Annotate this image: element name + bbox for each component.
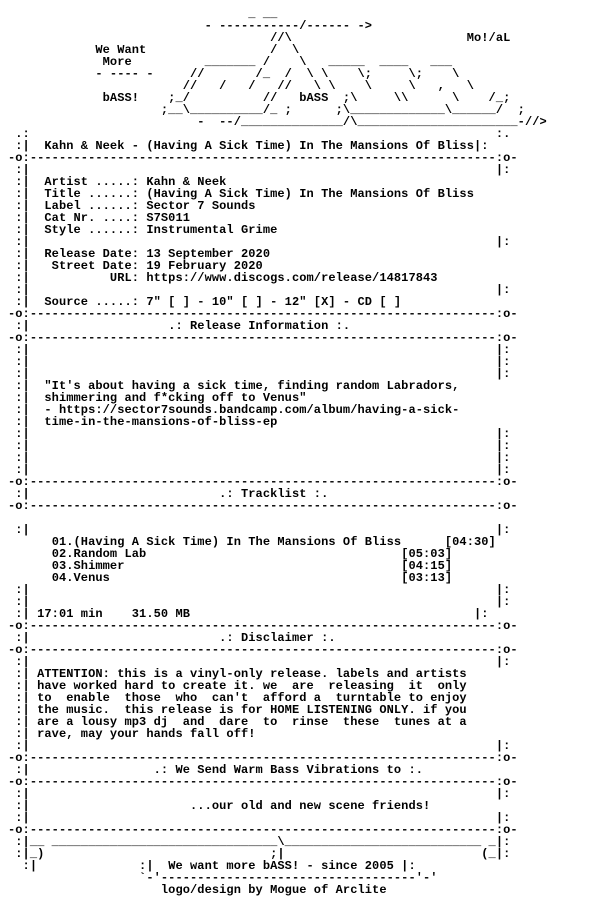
track-4-duration: [03:13] <box>401 571 453 585</box>
tracklist-heading: .: Tracklist :. <box>219 487 329 501</box>
track-3-duration: [04:15] <box>401 559 453 573</box>
style-label: Style ......: <box>44 223 147 237</box>
disclaimer-line-3: to enable those who can't afford a turntable to enjoy <box>37 691 467 705</box>
disclaimer-line-6: rave, may your hands fall off! <box>37 727 256 741</box>
release-quote-line-4[interactable]: time-in-the-mansions-of-bliss-ep <box>44 415 278 429</box>
release-quote-line-2: shimmering and f*cking off to Venus" <box>44 391 307 405</box>
release-date-value: 13 September 2020 <box>146 247 271 261</box>
disclaimer-heading: .: Disclaimer :. <box>219 631 336 645</box>
release-quote-line-3[interactable]: - https://sector7sounds.bandcamp.com/album/having-a-sick- <box>44 403 460 417</box>
footer-credit: logo/design by Mogue of Arclite <box>160 883 387 897</box>
release-quote-line-1: "It's about having a sick time, finding random Labradors, <box>44 379 460 393</box>
track-2-title: 02.Random Lab <box>51 547 147 561</box>
release-header-title: Kahn & Neek - (Having A Sick Time) In The Mansions Of Bliss <box>44 139 474 153</box>
track-4-title: 04.Venus <box>51 571 110 585</box>
track-1-title: 01.(Having A Sick Time) In The Mansions Of Bliss <box>51 535 402 549</box>
title-value: (Having A Sick Time) In The Mansions Of Bliss <box>146 187 474 201</box>
track-1-duration: [04:30] <box>444 535 496 549</box>
record-label-label: Label ......: <box>44 199 147 213</box>
track-3-title: 03.Shimmer <box>51 559 125 573</box>
nfo-document: _ __ - -----------/------ -> //\ Mo!/aL We Want / \ More _______ / \ _____ ____ ___ - ---- - // /_ / \ \ \; \; \ // / / // \ \ \ \ , \ bASS! ;_/ // bASS ;\ \\ \ /_; ;__\__________/_ ; ;\_____________\______/ ; - --/______________/\______________________-//> .: :. :| Kahn & Neek - (Having A Sick Time) In The Mansions Of Bliss|: -o:----------------------------------------------------------------:o- :| |: :| Artist .....: Kahn & Neek :| Title ......: (Having A Sick Time) In The Mansions Of Bliss :| Label ......: Sector 7 Sounds :| Cat Nr. ....: S7S011 :| Style ......: Instrumental Grime :| |: :| Release Date: 13 September 2020 :| Street Date: 19 February 2020 :| URL: https://www.discogs.com/release/14817843 :| |: :| Source .....: 7" [ ] - 10" [ ] - 12" [X] - CD [ ] -o:----------------------------------------------------------------:o- :| .: Release Information :. -o:----------------------------------------------------------------:o- :| |: :| |: :| |: :| "It's about having a sick time, finding random Labradors, :| shimmering and f*cking off to Venus" :| - https://sector7sounds.bandcamp.com/album/having-a-sick- :| time-in-the-mansions-of-bliss-ep :| |: :| |: :| |: :| |: -o:----------------------------------------------------------------:o- :| .: Tracklist :. -o:----------------------------------------------------------------:o- :| |: 01.(Having A Sick Time) In The Mansions Of Bliss [04:30] 02.Random Lab [05:03] 03.Shimmer [04:15] 04.Venus [03:13] :| |: :| |: :| 17:01 min 31.50 MB |: -o:----------------------------------------------------------------:o- :| .: Disclaimer :. -o:----------------------------------------------------------------:o- :| |: :| ATTENTION: this is a vinyl-only release. labels and artists :| have worked hard to create it. we are releasing it only :| to enable those who can't afford a turntable to enjoy :| the music. this release is for HOME LISTENING ONLY. if you :| are a lousy mp3 dj and dare to rinse these tunes at a :| rave, may your hands fall off! :| |: -o:----------------------------------------------------------------:o- :| .: We Send Warm Bass Vibrations to :. -o:----------------------------------------------------------------:o- :| |: :| ...our old and new scene friends! :| |: -o:----------------------------------------------------------------:o- :|__ _______________________________\___________________________ _|: :|_) ;| (_|: :| :| We want more bASS! - since 2005 |: `-'-----------------------------------'-' logo/design by Mogue of Arclite <box>8 7 547 897</box>
release-information-heading: .: Release Information :. <box>168 319 351 333</box>
discogs-url-link[interactable]: https://www.discogs.com/release/14817843 <box>146 271 438 285</box>
nfo-logo-art: _ __ - -----------/------ -> //\ Mo!/aL We Want / \ More _______ / \ _____ ____ ___ - ---- - // /_ / \ \ \; \; \ // / / // \ \ \ \ , \ bASS! ;_/ // bASS ;\ \\ \ /_; ;__\__________/_ ; ;\_____________\______/ ; - --/______________/\______________________-//> <box>95 7 547 129</box>
street-date-label: Street Date: <box>44 259 147 273</box>
style-value: Instrumental Grime <box>146 223 278 237</box>
url-label: URL: <box>44 271 147 285</box>
disclaimer-line-1: ATTENTION: this is a vinyl-only release. labels and artists <box>37 667 467 681</box>
track-2-duration: [05:03] <box>401 547 453 561</box>
source-label: Source .....: <box>44 295 147 309</box>
artist-label: Artist .....: <box>44 175 147 189</box>
record-label-value: Sector 7 Sounds <box>146 199 256 213</box>
catalog-number-label: Cat Nr. ....: <box>44 211 147 225</box>
disclaimer-line-2: have worked hard to create it. we are releasing it only <box>37 679 467 693</box>
footer-tagline: We want more bASS! - since 2005 <box>168 859 394 873</box>
total-runtime: 17:01 min <box>37 607 103 621</box>
street-date-value: 19 February 2020 <box>146 259 263 273</box>
greetings-heading: .: We Send Warm Bass Vibrations to :. <box>153 763 424 777</box>
disclaimer-line-5: are a lousy mp3 dj and dare to rinse these tunes at a <box>37 715 467 729</box>
total-size: 31.50 MB <box>131 607 191 621</box>
disclaimer-line-4: the music. this release is for HOME LISTENING ONLY. if you <box>37 703 467 717</box>
source-value: 7" [ ] - 10" [ ] - 12" [X] - CD [ ] <box>146 295 402 309</box>
release-date-label: Release Date: <box>44 247 147 261</box>
greetings-text: ...our old and new scene friends! <box>190 799 431 813</box>
catalog-number-value: S7S011 <box>146 211 191 225</box>
title-label: Title ......: <box>44 187 147 201</box>
artist-value: Kahn & Neek <box>146 175 227 189</box>
